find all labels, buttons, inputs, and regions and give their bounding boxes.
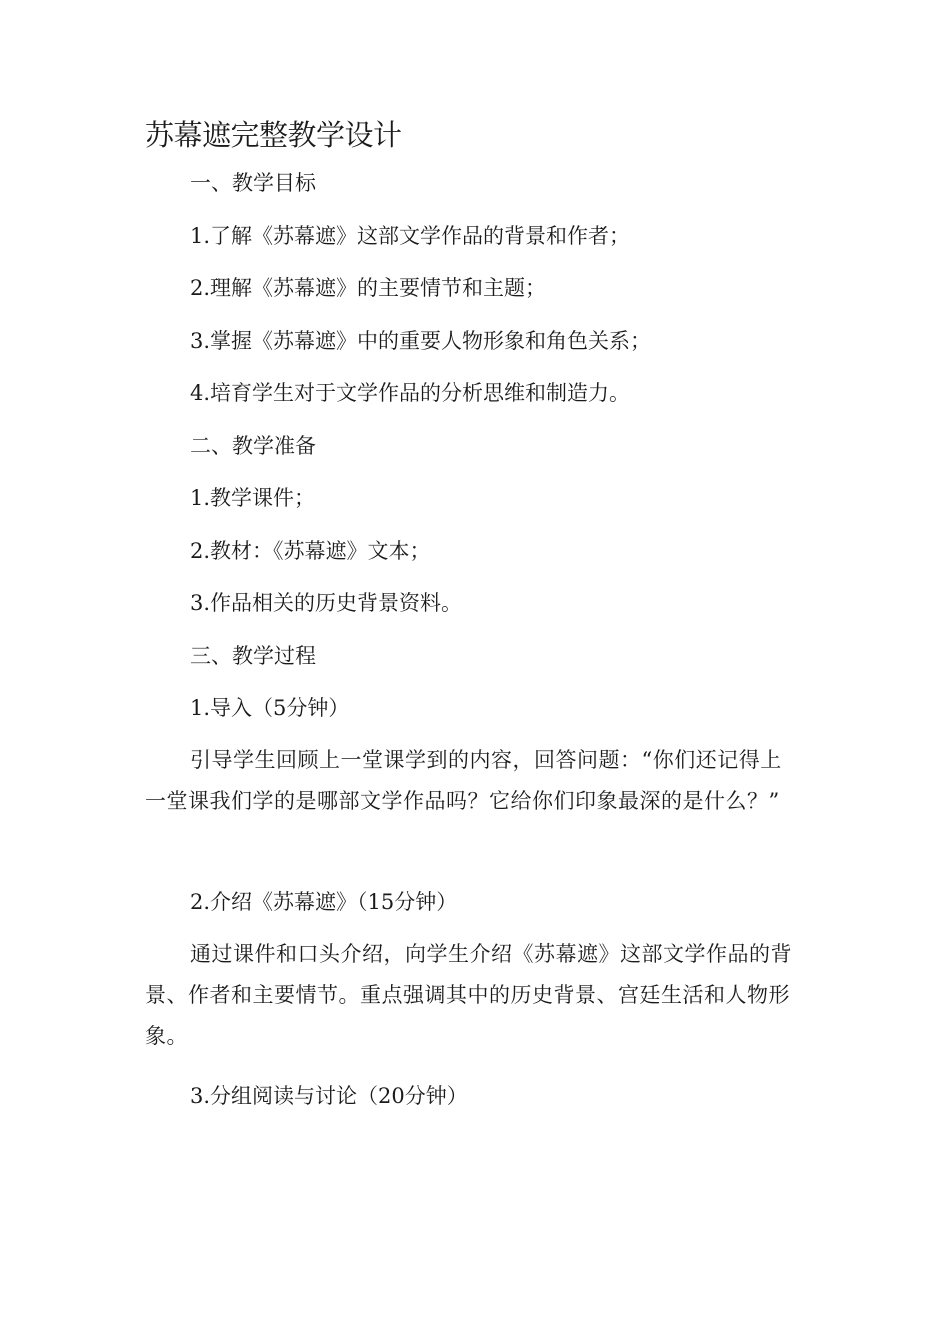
section-heading-preparation: 二、教学准备 [190,434,316,458]
objective-item: 1.了解《苏幕遮》这部文学作品的背景和作者； [190,224,631,248]
step-title: 2.介绍《苏幕遮》（15分钟） [190,890,458,914]
objective-item: 3.掌握《苏幕遮》中的重要人物形象和角色关系； [190,329,652,353]
document-title: 苏幕遮完整教学设计 [145,118,402,152]
step-title: 1.导入（5分钟） [190,696,350,720]
step-title: 3.分组阅读与讨论（20分钟） [190,1084,468,1108]
objective-item: 2.理解《苏幕遮》的主要情节和主题； [190,276,547,300]
step-paragraph: 通过课件和口头介绍，向学生介绍《苏幕遮》这部文学作品的背景、作者和主要情节。重点强调其中的历史背景、宫廷生活和人物形象。 [145,942,792,1048]
preparation-item: 3.作品相关的历史背景资料。 [190,591,463,615]
preparation-item: 2.教材：《苏幕遮》文本； [190,539,431,563]
section-heading-objectives: 一、教学目标 [190,171,316,195]
objective-item: 4.培育学生对于文学作品的分析思维和制造力。 [190,381,631,405]
section-heading-process: 三、教学过程 [190,644,316,668]
step-paragraph: 引导学生回顾上一堂课学到的内容，回答问题：“你们还记得上一堂课我们学的是哪部文学作品吗？它给你们印象最深的是什么？” [145,748,782,813]
preparation-item: 1.教学课件； [190,486,316,510]
